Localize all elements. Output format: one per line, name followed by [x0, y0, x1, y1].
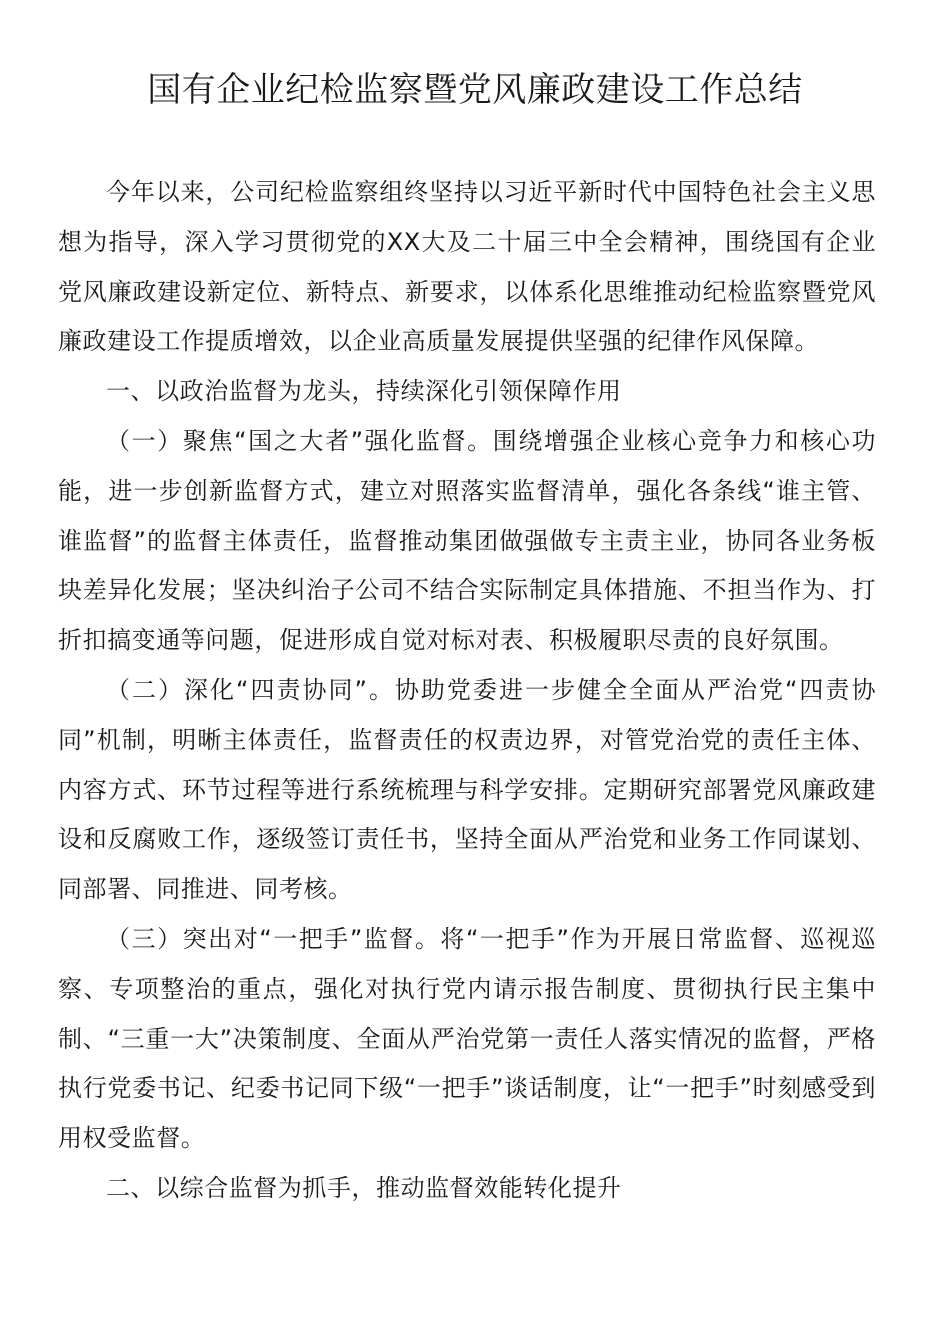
subsection-paragraph-2: （二）深化“四责协同”。协助党委进一步健全全面从严治党“四责协同”机制，明晰主体责任，监督责任的权责边界，对管党治党的责任主体、内容方式、环节过程等进行系统梳理与科学安排。定期研究部署党风廉政建设和反腐败工作，逐级签订责任书，坚持全面从严治党和业务工作同谋划、同部署、同推进、同考核。: [58, 675, 876, 904]
intro-paragraph: 今年以来，公司纪检监察组终坚持以习近平新时代中国特色社会主义思想为指导，深入学习贯彻党的XX大及二十届三中全会精神，围绕国有企业党风廉政建设新定位、新特点、新要求，以体系化思维推动纪检监察暨党风廉政建设工作提质增效，以企业高质量发展提供坚强的纪律作风保障。: [58, 178, 876, 356]
document-body: [58, 168, 876, 1214]
document-title: 国有企业纪检监察暨党风廉政建设工作总结: [147, 70, 803, 110]
subsection-paragraph-3: （三）突出对“一把手”监督。将“一把手”作为开展日常监督、巡视巡察、专项整治的重点，强化对执行党内请示报告制度、贯彻执行民主集中制、“三重一大”决策制度、全面从严治党第一责任人落实情况的监督，严格执行党委书记、纪委书记同下级“一把手”谈话制度，让“一把手”时刻感受到用权受监督。: [58, 924, 876, 1153]
subsection-paragraph-1: （一）聚焦“国之大者”强化监督。围绕增强企业核心竞争力和核心功能，进一步创新监督方式，建立对照落实监督清单，强化各条线“谁主管、谁监督”的监督主体责任，监督推动集团做强做专主责主业，协同各业务板块差异化发展；坚决纠治子公司不结合实际制定具体措施、不担当作为、打折扣搞变通等问题，促进形成自觉对标对表、积极履职尽责的良好氛围。: [58, 426, 876, 655]
section-heading-2: 二、以综合监督为抓手，推动监督效能转化提升: [106, 1173, 622, 1202]
section-heading-1: 一、以政治监督为龙头，持续深化引领保障作用: [106, 377, 622, 406]
